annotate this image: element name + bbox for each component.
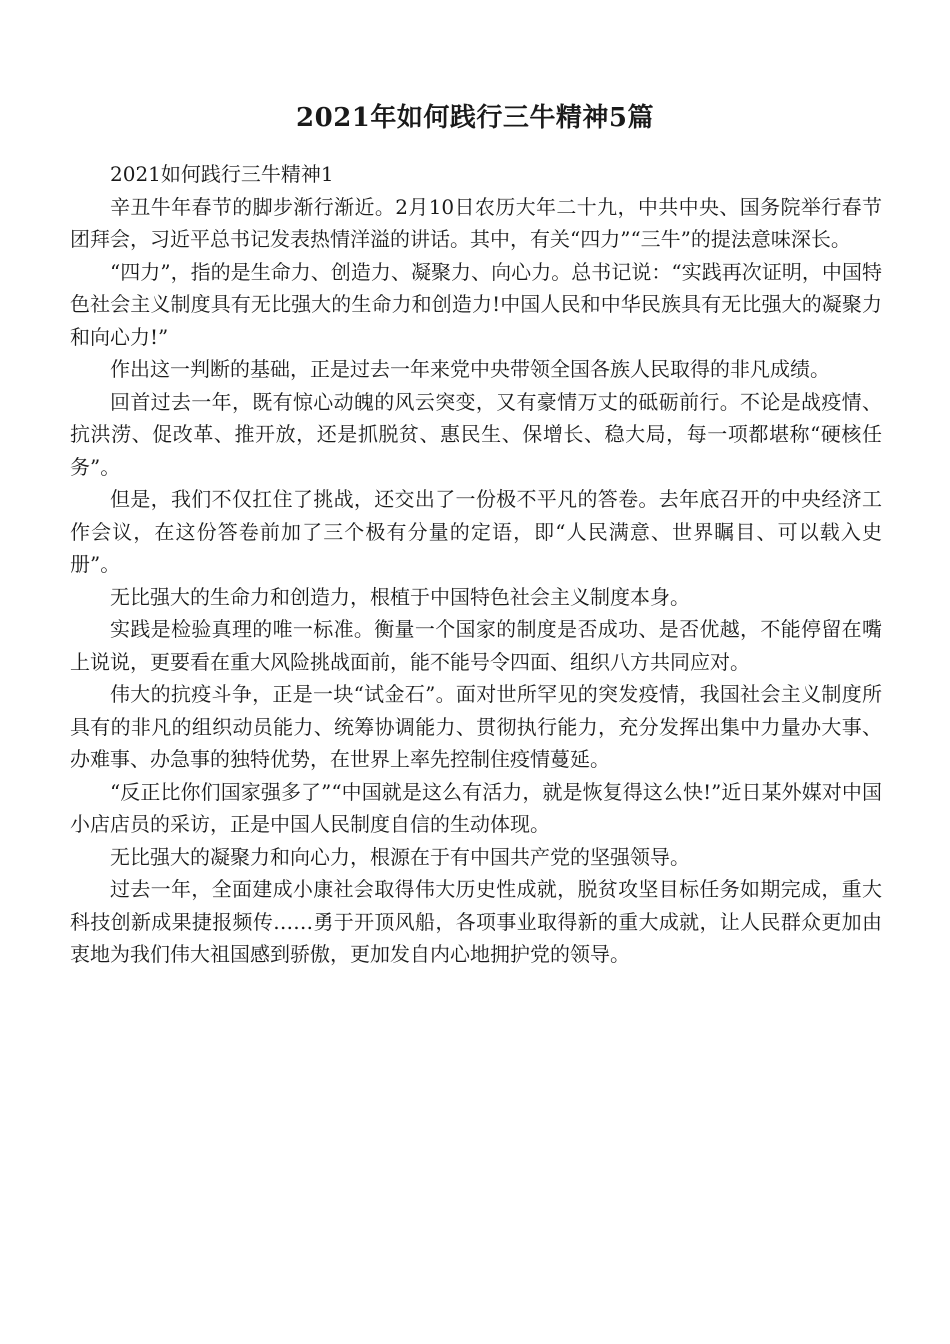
- paragraph-section-heading: 2021如何践行三牛精神1: [110, 162, 334, 186]
- paragraph: 伟大的抗疫斗争，正是一块“试金石”。面对世所罕见的突发疫情，我国社会主义制度所具有的非凡的组织动员能力、统筹协调能力、贯彻执行能力，充分发挥出集中力量办大事、办难事、办急事的独特优势，在世界上率先控制住疫情蔓延。: [70, 682, 882, 771]
- paragraph: “四力”，指的是生命力、创造力、凝聚力、向心力。总书记说：“实践再次证明，中国特色社会主义制度具有无比强大的生命力和创造力!中国人民和中华民族具有无比强大的凝聚力和向心力!”: [70, 259, 882, 349]
- paragraph: 实践是检验真理的唯一标准。衡量一个国家的制度是否成功、是否优越，不能停留在嘴上说说，更要看在重大风险挑战面前，能不能号令四面、组织八方共同应对。: [70, 617, 882, 674]
- paragraph: 回首过去一年，既有惊心动魄的风云突变，又有豪情万丈的砥砺前行。不论是战疫情、抗洪涝、促改革、推开放，还是抓脱贫、惠民生、保增长、稳大局，每一项都堪称“硬核任务”。: [70, 389, 882, 479]
- paragraph: 辛丑牛年春节的脚步渐行渐近。2月10日农历大年二十九，中共中央、国务院举行春节团拜会，习近平总书记发表热情洋溢的讲话。其中，有关“四力”“三牛”的提法意味深长。: [70, 194, 882, 251]
- document-title: 2021年如何践行三牛精神5篇: [296, 103, 654, 133]
- document-body: [70, 158, 882, 971]
- paragraph: 但是，我们不仅扛住了挑战，还交出了一份极不平凡的答卷。去年底召开的中央经济工作会议，在这份答卷前加了三个极有分量的定语，即“人民满意、世界瞩目、可以载入史册”。: [70, 487, 882, 576]
- paragraph: 无比强大的生命力和创造力，根植于中国特色社会主义制度本身。: [110, 584, 690, 609]
- paragraph: 作出这一判断的基础，正是过去一年来党中央带领全国各族人民取得的非凡成绩。: [110, 357, 830, 381]
- paragraph: 过去一年，全面建成小康社会取得伟大历史性成就，脱贫攻坚目标任务如期完成，重大科技创新成果捷报频传……勇于开顶风船，各项事业取得新的重大成就，让人民群众更加由衷地为我们伟大祖国感到骄傲，更加发自内心地拥护党的领导。: [70, 877, 882, 966]
- paragraph: 无比强大的凝聚力和向心力，根源在于有中国共产党的坚强领导。: [110, 844, 690, 869]
- paragraph: “反正比你们国家强多了”“中国就是这么有活力，就是恢复得这么快!”近日某外媒对中国小店店员的采访，正是中国人民制度自信的生动体现。: [70, 779, 882, 836]
